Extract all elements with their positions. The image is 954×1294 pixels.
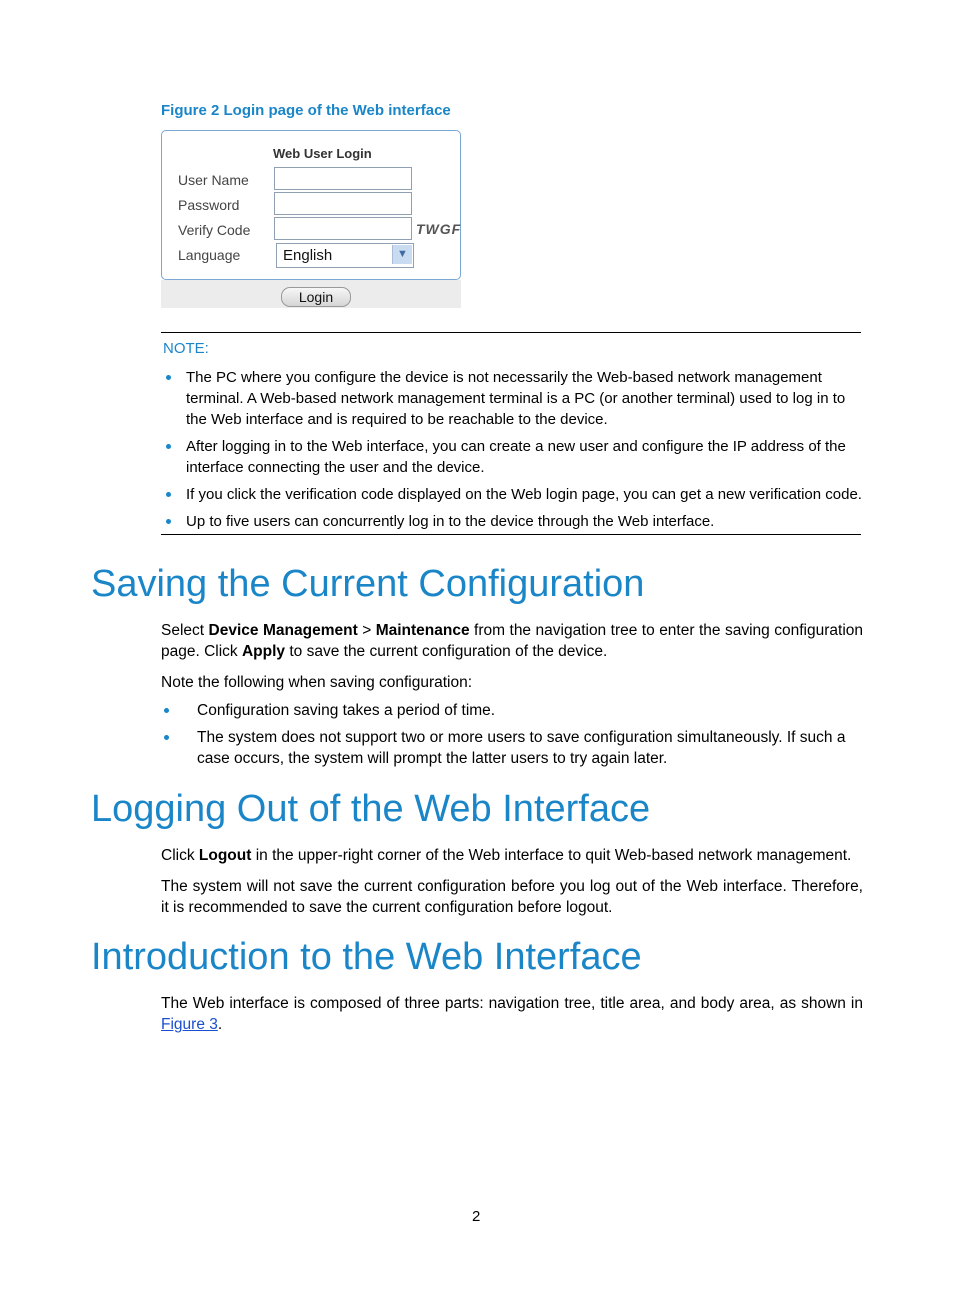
note-item: Up to five users can concurrently log in to the device through the Web interface.: [163, 511, 863, 532]
chevron-down-icon[interactable]: ▼: [392, 245, 412, 264]
list-item: Configuration saving takes a period of time.: [161, 700, 863, 721]
heading-saving: Saving the Current Configuration: [91, 563, 645, 605]
note-item: After logging in to the Web interface, you can create a new user and configure the IP address of the interface connecting the user and the device.: [163, 436, 863, 478]
heading-logout: Logging Out of the Web Interface: [91, 788, 651, 830]
password-label: Password: [178, 197, 240, 213]
language-label: Language: [178, 247, 241, 263]
language-value: English: [283, 247, 333, 264]
note-bottom-rule: [161, 534, 861, 535]
saving-note-lead: Note the following when saving configuration:: [161, 674, 473, 691]
login-figure: [161, 130, 461, 308]
login-footer: [161, 280, 461, 308]
page-number: 2: [472, 1208, 481, 1225]
list-item: The system does not support two or more users to save configuration simultaneously. If such a case occurs, the system will prompt the latter users to try again later.: [161, 727, 863, 769]
login-panel: [161, 130, 461, 280]
intro-paragraph: The Web interface is composed of three parts: navigation tree, title area, and body area, as shown in Figure 3.: [161, 995, 863, 1033]
logout-paragraph: Click Logout in the upper-right corner of the Web interface to quit Web-based network management.: [161, 847, 852, 864]
verification-code-image[interactable]: TWGF: [416, 221, 462, 237]
login-title: Web User Login: [273, 146, 372, 161]
figure-caption: Figure 2 Login page of the Web interface: [161, 102, 451, 119]
login-button[interactable]: Login: [281, 287, 351, 307]
note-top-rule: [161, 332, 861, 333]
figure-3-link[interactable]: Figure 3: [161, 1016, 218, 1033]
saving-bullets: [161, 700, 863, 775]
verify-code-label: Verify Code: [178, 222, 251, 238]
note-item: The PC where you configure the device is not necessarily the Web-based network management terminal. A Web-based network management terminal is a PC (or another terminal) used to log in to the Web interface and is required to be reachable to the device.: [163, 367, 863, 430]
verify-code-input[interactable]: [274, 217, 412, 240]
user-name-label: User Name: [178, 172, 249, 188]
logout-paragraph-2: The system will not save the current configuration before you log out of the Web interface. Therefore, it is recommended to save the current configuration before logout.: [161, 878, 863, 916]
note-item: If you click the verification code displayed on the Web login page, you can get a new verification code.: [163, 484, 863, 505]
heading-intro: Introduction to the Web Interface: [91, 936, 642, 978]
language-select[interactable]: [276, 243, 414, 268]
password-input[interactable]: [274, 192, 412, 215]
user-name-input[interactable]: [274, 167, 412, 190]
note-list: [163, 367, 863, 538]
saving-paragraph: Select Device Management > Maintenance from the navigation tree to enter the saving configuration page. Click Apply to save the current configuration of the device.: [161, 622, 863, 660]
note-title: NOTE:: [163, 340, 209, 357]
